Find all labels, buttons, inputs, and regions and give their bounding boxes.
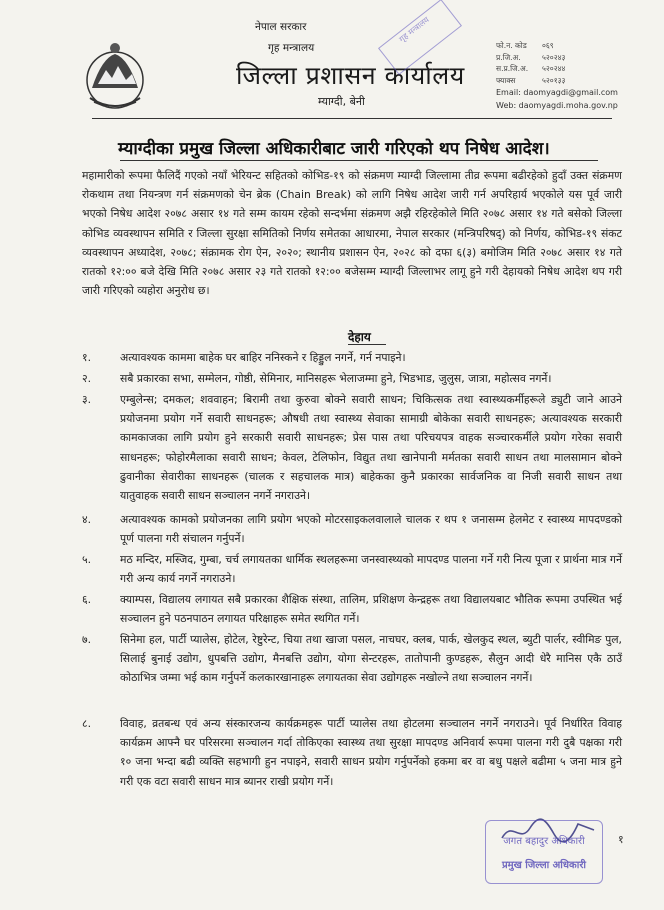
title-underline (120, 160, 598, 161)
item-text: क्याम्पस, विद्यालय लगायत सबै प्रकारका शैक्षिक संस्था, तालिम, प्रशिक्षण केन्द्रहरू तथा विद्यालयबाट भौतिक रूपमा उपस्थित भई सञ्चालन हुने पठनपाठन लगायत परिक्षाहरू समेत स्थगित गर्ने। (120, 593, 622, 626)
ministry-stamp-text: गृह मन्त्रालय (397, 15, 431, 44)
item-number: ५. (82, 553, 92, 566)
contact-row (496, 52, 618, 64)
contact-label: फो.न. कोड (496, 41, 527, 50)
office-name: जिल्ला प्रशासन कार्यालय (236, 61, 465, 90)
ministry-name: गृह मन्त्रालय (268, 42, 315, 54)
contact-value: ०६९ (542, 41, 554, 50)
contact-email: Email: daomyagdi@gmail.com (496, 88, 618, 97)
office-location: म्याग्दी, बेनी (318, 95, 365, 108)
government-name: नेपाल सरकार (255, 21, 307, 33)
item-number: ७. (82, 633, 92, 646)
item-number: ३. (82, 393, 92, 406)
item-text: विवाह, व्रतबन्ध एवं अन्य संस्कारजन्य कार्यक्रमहरू पार्टी प्यालेस तथा होटलमा सञ्चालन नगर्ने नगराउने। पूर्व निर्धारित विवाह कार्यक्रम आफ्नै घर परिसरमा सञ्चालन गर्दा तोकिएका स्वास्थ्य तथा सुरक्षा मापदण्ड अनिवार्य रूपमा पालना गरी दुबै पक्षका गरी १० जना भन्दा बढी व्यक्ति सहभागी हुन नपाइने, सवारी साधन प्रयोग गर्नुपर्नेको हकमा बर वा बधु पक्षले बढीमा ५ जना मात्र हुने गरी एक वटा सवारी साधन मात्र ब्यानर राखी प्रयोग गर्ने। (120, 717, 622, 788)
item-number: १. (82, 351, 92, 364)
contact-label: फ्याक्स (496, 75, 516, 85)
contact-block (496, 40, 618, 111)
item-number: ८. (82, 717, 92, 730)
contact-row (496, 40, 618, 52)
item-number: ४. (82, 513, 92, 526)
nepal-emblem-icon (84, 40, 146, 112)
contact-value: ५२०२४४ (542, 64, 566, 73)
item-text: एम्बुलेन्स; दमकल; शववाहन; बिरामी तथा कुरुवा बोक्ने सवारी साधन; चिकित्सक तथा स्वास्थ्यकर्मीहरूले ड्युटी जाने आउने प्रयोजनमा प्रयोग गर्ने सवारी साधनहरू; औषधी तथा स्वास्थ्य सेवाका सामाग्री बोकेका सवारी साधनहरू; अत्यावश्यक सरकारी कामकाजका लागि प्रयोग हुने सरकारी सवारी साधनहरू; प्रेस पास तथा परिचयपत्र वाहक सञ्चारकर्मीले प्रयोग गरेका सवारी साधनहरू; फोहोरमैलाका सवारी साधन; केवल, टेलिफोन, विद्युत तथा खानेपानी मर्मतका सवारी साधन तथा मालसामान बोक्ने ढुवानीका सेवारीका साधनहरू (चालक र सहचालक मात्र) बाहेकका कुनै प्रकारका सार्वजनिक वा निजी सवारी साधन तथा यातुवाहक सवारी साधन सञ्चालन नगर्ने नगराउने। (120, 393, 622, 503)
notice-title: म्याग्दीका प्रमुख जिल्ला अधिकारीबाट जारी गरिएको थप निषेध आदेश। (118, 139, 550, 159)
item-number: ६. (82, 593, 92, 606)
contact-web: Web: daomyagdi.moha.gov.np (496, 100, 618, 110)
official-seal (485, 820, 603, 884)
page-number: १ (618, 833, 624, 846)
contact-value: ५२०२४३ (542, 52, 566, 62)
contact-label: प्र.जि.अ. (496, 52, 521, 62)
item-number: २. (82, 372, 92, 385)
contact-value: ५२०१३३ (542, 75, 566, 85)
item-text: अत्यावश्यक काममा बाहेक घर बाहिर ननिस्कने र हिड्डुल नगर्ने, गर्न नपाइने। (120, 351, 406, 364)
header-divider (92, 118, 612, 119)
item-text: सिनेमा हल, पार्टी प्यालेस, होटेल, रेष्टुरेन्ट, चिया तथा खाजा पसल, नाचघर, क्लब, पार्क, खेलकुद स्थल, ब्युटी पार्लर, स्वीमिङ पुल, सिलाई बुनाई उद्योग, धुपबत्ति उद्योग, मैनबत्ति उद्योग, योगा सेन्टरहरू, तातोपानी कुण्डहरू, सैलुन आदी धेरै मानिस एकै ठाउँ कोठाभित्र जम्मा भई काम गर्नुपर्ने कलकारखानाहरू लगायतका सेवा उद्योगहरू नखोल्ने तथा सञ्चालन नगर्ने। (120, 633, 622, 685)
intro-paragraph: महामारीको रूपमा फैलिदैं गएको नयाँ भेरियन्ट सहितको कोभिड-१९ को संक्रमण म्याग्दी जिल्लामा तीव्र रूपमा बढीरहेको हुदाँ उक्त संक्रमण रोकथाम तथा नियन्त्रण गर्न संक्रमणको चेन ब्रेक (Chain Break) को लागि निषेध आदेश जारी गर्न अपरिहार्य भएकोले यस पूर्व जारी भएको निषेध आदेश २०७८ असार १४ गते सम्म कायम रहेको सन्दर्भमा संक्रमण अझै रहिरहेकोले मिति २०७८ असार १४ गते बसेको जिल्ला कोभिड व्यवस्थापन समिति र जिल्ला सुरक्षा समितिको निर्णय समेतका आधारमा, नेपाल सरकार (मन्त्रिपरिषद्) को निर्णय, कोभिड-१९ संकट व्यवस्थापन अध्यादेश, २०७८; संक्रामक रोग ऐन, २०२०; स्थानीय प्रशासन ऐन, २०२८ को दफा ६(३) बमोजिम मिति २०७८ असार १४ गते रातको १२:०० बजे देखि मिति २०७८ असार २३ गते रातको १२:०० बजेसम्म म्याग्दी जिल्लाभर लागू हुने गरी देहायको निषेध आदेश थप गरी जारी गरिएको व्यहोरा अनुरोध छ। (82, 169, 622, 298)
subheading: देहाय (348, 330, 371, 344)
seal-designation: प्रमुख जिल्ला अधिकारी (501, 860, 587, 871)
contact-row (496, 75, 618, 87)
subheading-underline (348, 344, 386, 345)
item-text: अत्यावश्यक कामको प्रयोजनका लागि प्रयोग भएको मोटरसाइकलवालाले चालक र थप १ जनासम्म हेलमेट र स्वास्थ्य मापदण्डको पूर्ण पालना गरी संचालन गर्नुपर्ने। (120, 513, 622, 546)
item-text: मठ मन्दिर, मस्जिद, गुम्बा, चर्च लगायतका धार्मिक स्थलहरूमा जनस्वास्थ्यको मापदण्ड पालना गर्ने गरी नित्य पूजा र प्रार्थना मात्र गर्ने गरी अन्य कार्य नगर्ने नगराउने। (120, 553, 622, 586)
contact-label: स.प्र.जि.अ. (496, 64, 529, 73)
seal-name: जगत बहादुर अधिकारी (503, 836, 585, 847)
contact-row (496, 63, 618, 75)
item-text: सबै प्रकारका सभा, सम्मेलन, गोष्ठी, सेमिनार, मानिसहरू भेलाजम्मा हुने, भिडभाड, जुलुस, जात्रा, महोत्सव नगर्ने। (120, 372, 552, 385)
